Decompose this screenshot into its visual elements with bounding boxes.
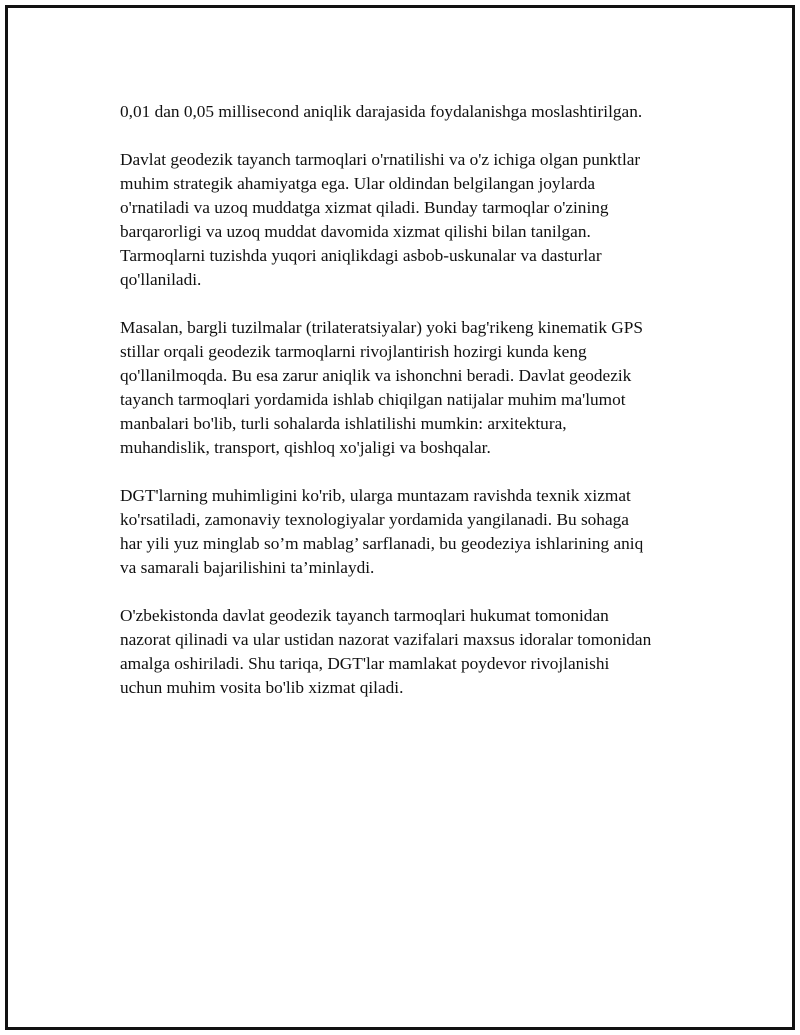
- page-frame: [5, 5, 795, 1030]
- paragraph-5: O'zbekistonda davlat geodezik tayanch tarmoqlari hukumat tomonidan nazorat qilinadi va ular ustidan nazorat vazifalari maxsus idoralar tomonidan amalga oshiriladi. Shu tariqa, DGT'lar mamlakat poydevor rivojlanishi uchun muhim vosita bo'lib xizmat qiladi.: [120, 606, 652, 697]
- paragraph-1: 0,01 dan 0,05 millisecond aniqlik darajasida foydalanishga moslashtirilgan.: [120, 102, 643, 121]
- paragraph-3: Masalan, bargli tuzilmalar (trilateratsiyalar) yoki bag'rikeng kinematik GPS stillar orqali geodezik tarmoqlarni rivojlantirish hozirgi kunda keng qo'llanilmoqda. Bu esa zarur aniqlik va ishonchni beradi. Davlat geodezik tayanch tarmoqlari yordamida ishlab chiqilgan natijalar muhim ma'lumot manbalari bo'lib, turli sohalarda ishlatilishi mumkin: arxitektura, muhandislik, transport, qishloq xo'jaligi va boshqalar.: [120, 318, 644, 457]
- document-body: [120, 100, 700, 724]
- paragraph-2: Davlat geodezik tayanch tarmoqlari o'rnatilishi va o'z ichiga olgan punktlar muhim strategik ahamiyatga ega. Ular oldindan belgilangan joylarda o'rnatiladi va uzoq muddatga xizmat qiladi. Bunday tarmoqlar o'zining barqarorligi va uzoq muddat davomida xizmat qilishi bilan tanilgan. Tarmoqlarni tuzishda yuqori aniqlikdagi asbob-uskunalar va dasturlar qo'llaniladi.: [120, 150, 641, 289]
- paragraph-4: DGT'larning muhimligini ko'rib, ularga muntazam ravishda texnik xizmat ko'rsatiladi, zamonaviy texnologiyalar yordamida yangilanadi. Bu sohaga har yili yuz minglab so’m mablag’ sarflanadi, bu geodeziya ishlarining aniq va samarali bajarilishini ta’minlaydi.: [120, 486, 644, 577]
